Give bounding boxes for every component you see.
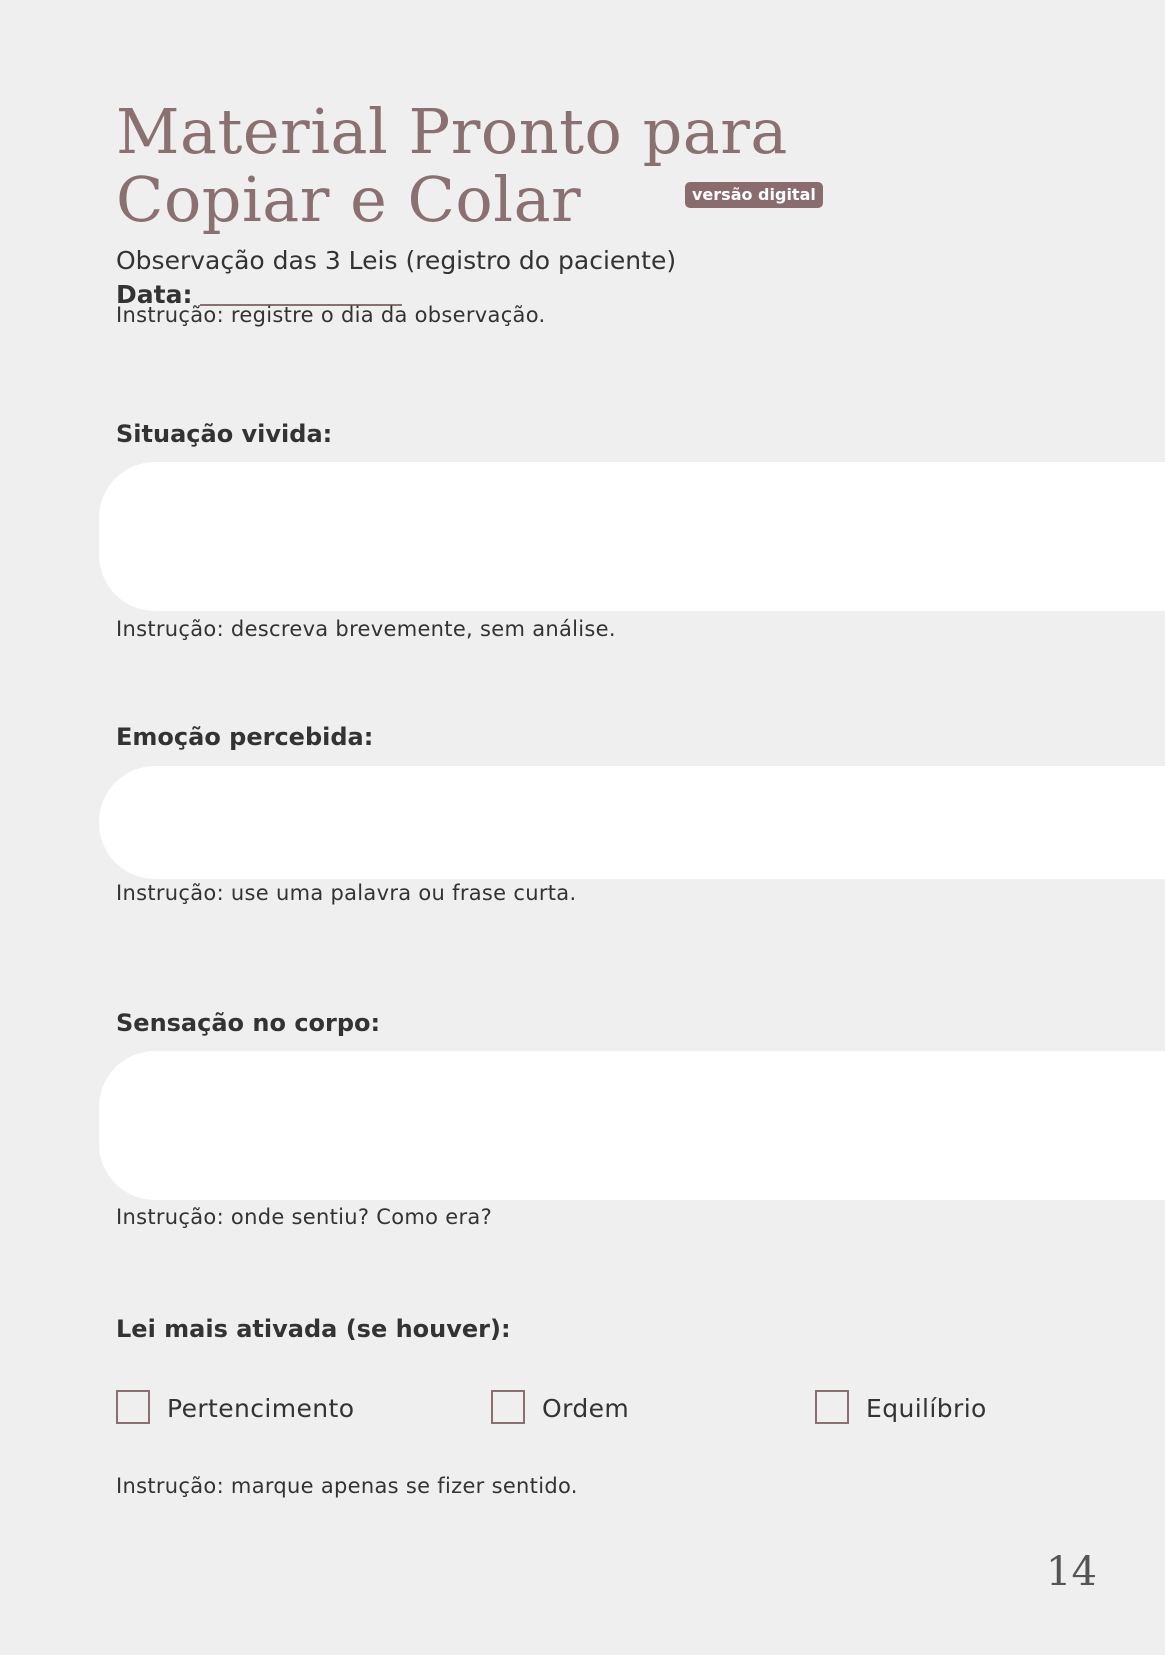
- page-number: 14: [1046, 1549, 1097, 1595]
- checkbox-pertencimento[interactable]: [116, 1390, 150, 1424]
- checkbox-label-equilibrio: Equilíbrio: [866, 1394, 987, 1423]
- page-title-line-2: Copiar e Colar: [116, 163, 582, 236]
- body-sensation-field[interactable]: [99, 1051, 1165, 1200]
- page-subtitle: Observação das 3 Leis (registro do paciente): [116, 246, 677, 275]
- emotion-field[interactable]: [99, 766, 1165, 879]
- emotion-instruction: Instrução: use uma palavra ou frase curta.: [116, 881, 577, 905]
- body-sensation-instruction: Instrução: onde sentiu? Como era?: [116, 1205, 493, 1229]
- checkbox-ordem[interactable]: [491, 1390, 525, 1424]
- emotion-label: Emoção percebida:: [116, 723, 374, 751]
- situation-instruction: Instrução: descreva brevemente, sem análise.: [116, 617, 616, 641]
- situation-label: Situação vivida:: [116, 420, 333, 448]
- checkbox-equilibrio[interactable]: [815, 1390, 849, 1424]
- page-title-line-1: Material Pronto para: [116, 95, 788, 168]
- situation-field[interactable]: [99, 462, 1165, 611]
- version-badge: versão digital: [685, 182, 823, 208]
- law-label: Lei mais ativada (se houver):: [116, 1315, 511, 1343]
- date-instruction: Instrução: registre o dia da observação.: [116, 303, 546, 327]
- date-label: Data:: [116, 280, 193, 309]
- body-sensation-label: Sensação no corpo:: [116, 1009, 381, 1037]
- page-title: [116, 95, 788, 236]
- checkbox-label-ordem: Ordem: [542, 1394, 630, 1423]
- law-instruction: Instrução: marque apenas se fizer sentido.: [116, 1474, 578, 1498]
- checkbox-label-pertencimento: Pertencimento: [167, 1394, 355, 1423]
